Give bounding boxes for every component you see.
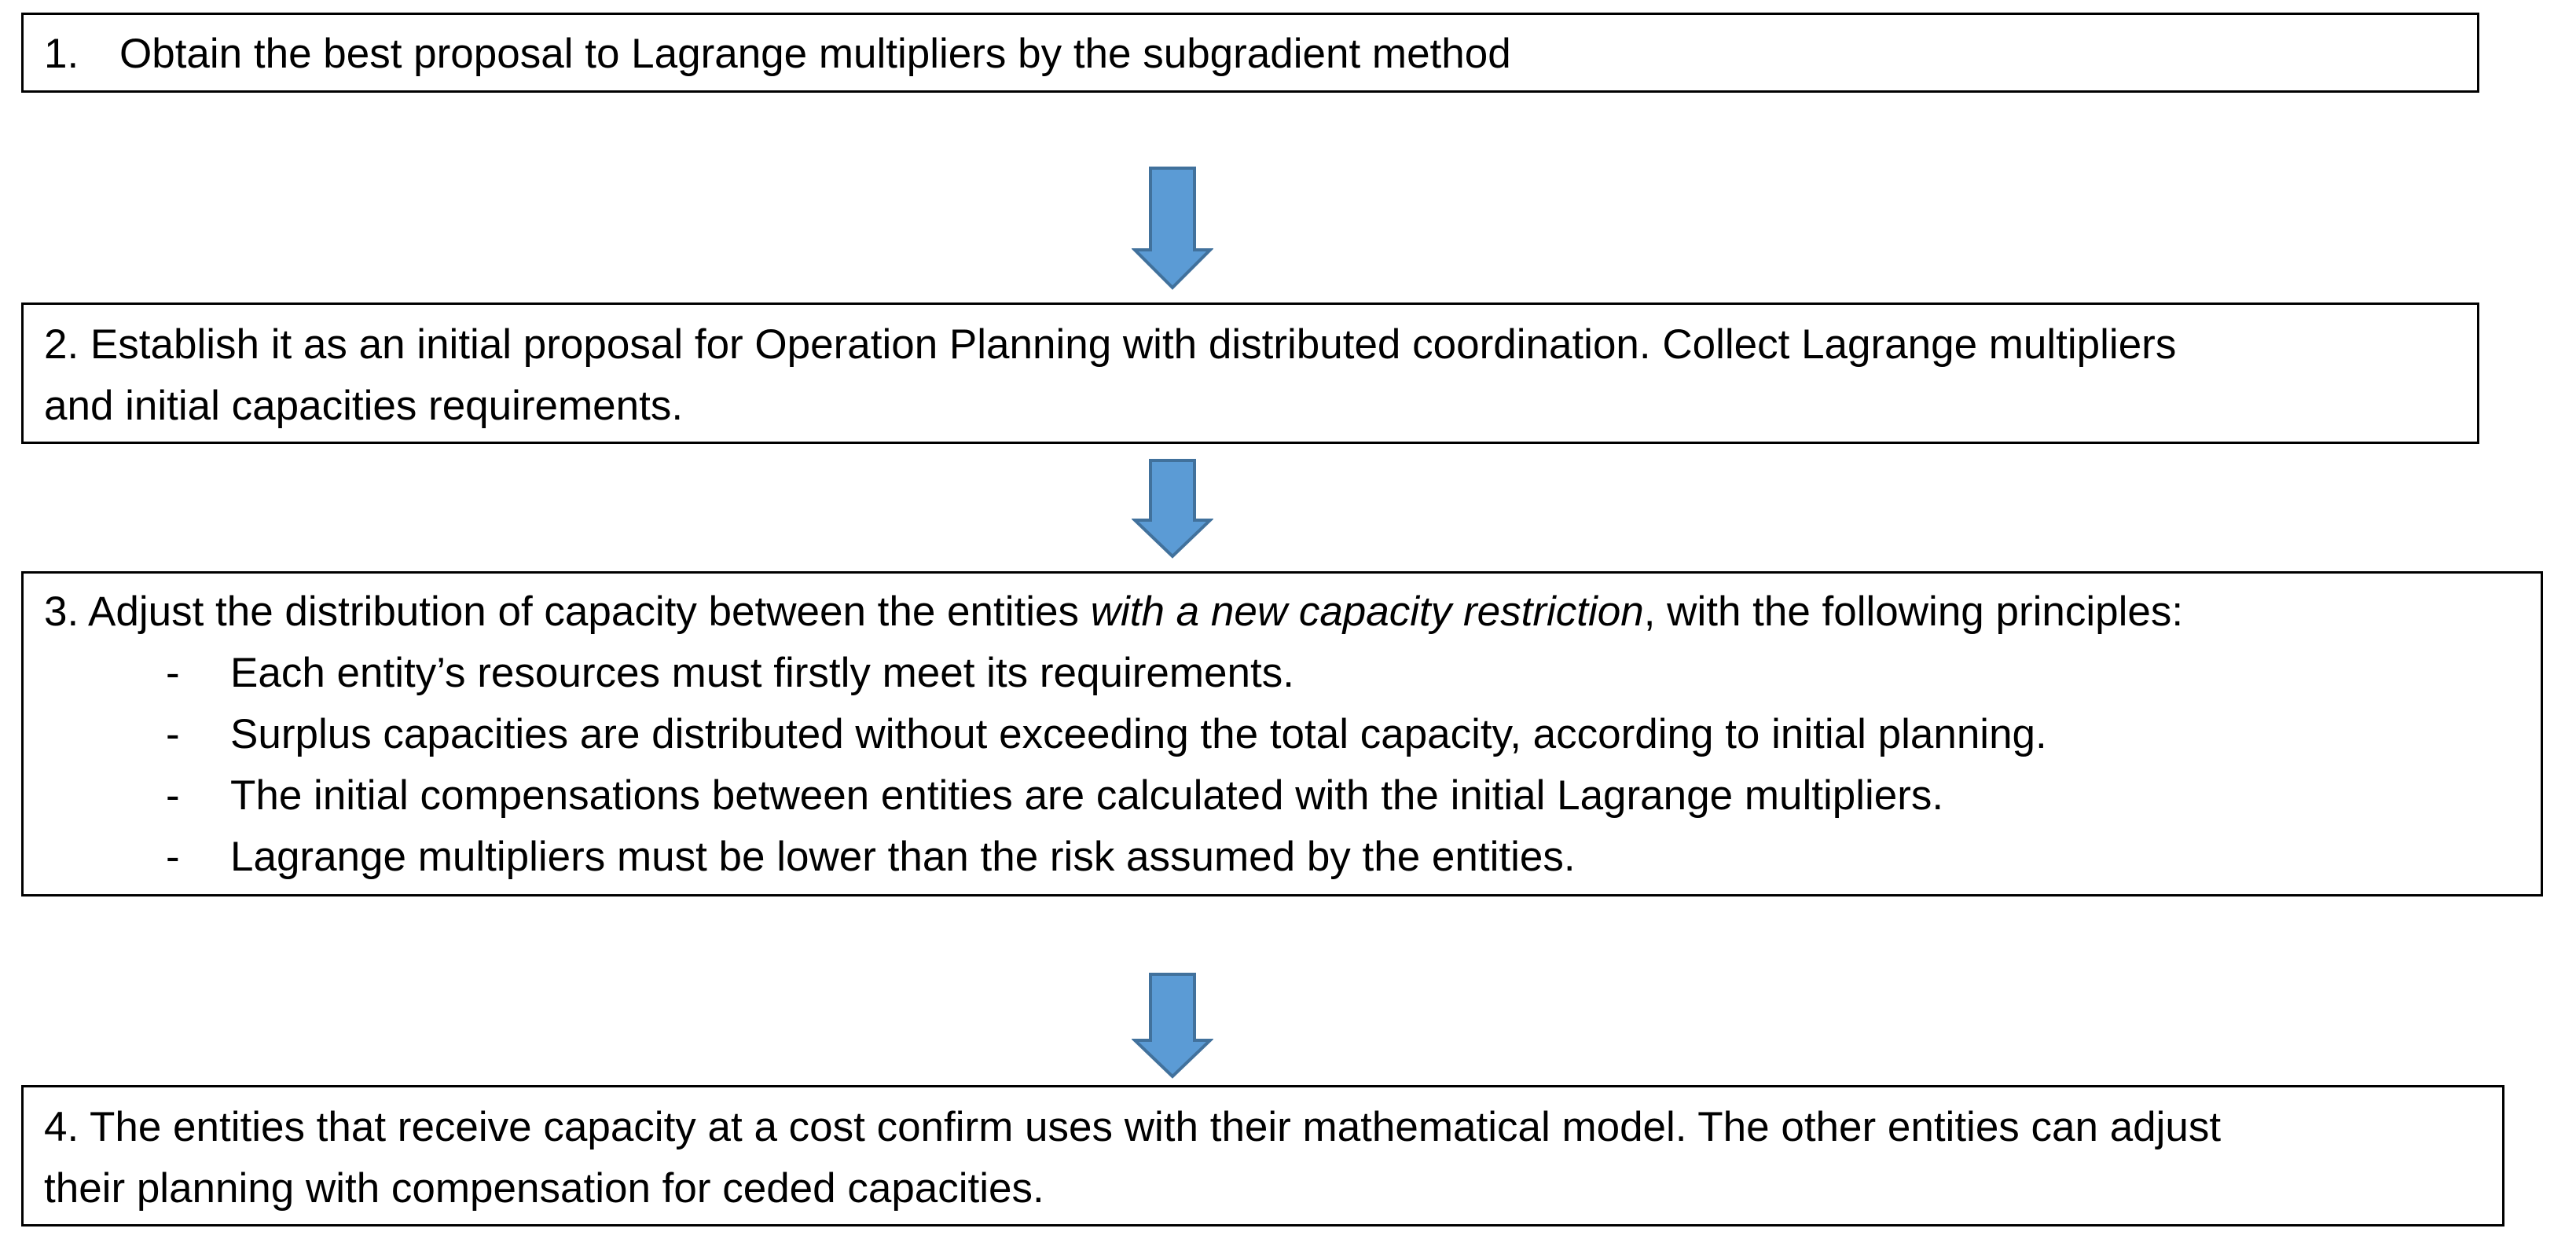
bullet-text: The initial compensations between entities are calculated with the initial Lagrange multipliers. <box>230 772 1944 819</box>
step-3-bullet <box>44 643 2520 704</box>
step-2-line-1: 2. Establish it as an initial proposal for Operation Planning with distributed coordination. Collect Lagrange multipliers <box>44 321 2177 368</box>
step-1-text: Obtain the best proposal to Lagrange multipliers by the subgradient method <box>119 31 1511 77</box>
bullet-text: Each entity’s resources must firstly meet its requirements. <box>230 650 1294 696</box>
down-arrow-icon <box>1132 457 1213 559</box>
bullet-dash: - <box>166 650 180 696</box>
down-arrow-shape <box>1135 168 1210 288</box>
bullet-text: Lagrange multipliers must be lower than the risk assumed by the entities. <box>230 834 1576 880</box>
step-3-lead-text: 3. Adjust the distribution of capacity between the entities <box>44 588 1091 635</box>
bullet-dash: - <box>166 772 180 819</box>
step-3-lead <box>44 581 2520 643</box>
step-4-box <box>21 1085 2504 1226</box>
step-4-line-1: 4. The entities that receive capacity at a cost confirm uses with their mathematical model. The other entities can adjust <box>44 1104 2222 1150</box>
step-3-bullet <box>44 827 2520 888</box>
bullet-text: Surplus capacities are distributed without exceeding the total capacity, according to initial planning. <box>230 711 2047 757</box>
step-1-number: 1. <box>44 31 79 77</box>
bullet-dash: - <box>166 711 180 757</box>
step-3-lead-italic: with a new capacity restriction <box>1090 588 1644 635</box>
step-3-bullet <box>44 704 2520 765</box>
down-arrow-icon <box>1132 165 1213 291</box>
step-3-box <box>21 571 2543 896</box>
step-1-line <box>44 24 2457 85</box>
step-2-box <box>21 302 2479 444</box>
down-arrow-shape <box>1135 460 1210 556</box>
step-1-box <box>21 13 2479 93</box>
down-arrow-icon <box>1132 971 1213 1080</box>
step-2-line-2: and initial capacities requirements. <box>44 383 684 429</box>
step-4-line-2: their planning with compensation for ceded capacities. <box>44 1165 1044 1212</box>
bullet-dash: - <box>166 834 180 880</box>
step-3-bullet <box>44 765 2520 827</box>
down-arrow-shape <box>1135 974 1210 1076</box>
step-3-lead-tail: , with the following principles: <box>1643 588 2184 635</box>
